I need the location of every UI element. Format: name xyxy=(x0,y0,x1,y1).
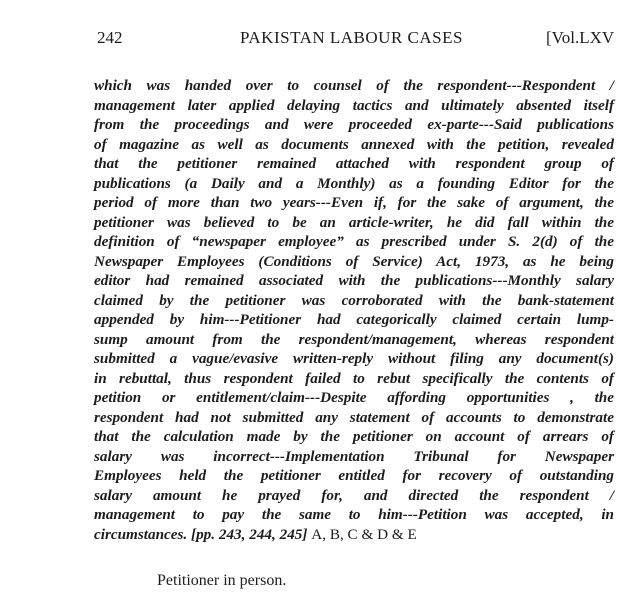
headnote-line: that the petitioner remained attached with respondent group of xyxy=(94,155,614,172)
volume-label: [Vol.LXV xyxy=(546,28,615,47)
headnote-line: management to pay the same to him---Petition was accepted, in xyxy=(94,506,614,523)
headnote-line: which was handed over to counsel of the respondent---Respondent / xyxy=(94,77,614,94)
headnote-line: of magazine as well as documents annexed with the petition, revealed xyxy=(94,135,614,153)
marginal-references: A, B, C & D & E xyxy=(311,525,417,543)
headnote-line: definition of “newspaper employee” as prescribed under S. 2(d) of the xyxy=(94,233,614,250)
headnote-line: period of more than two years---Even if, for the sake of argument, the xyxy=(94,194,614,211)
headnote-last-line xyxy=(94,525,614,545)
headnote-line: editor had remained associated with the publications---Monthly salary xyxy=(94,272,614,289)
headnote-line: Employees held the petitioner entitled for recovery of outstanding xyxy=(94,467,614,484)
headnote-line: in rebuttal, thus respondent failed to rebut specifically the contents of xyxy=(94,369,614,387)
headnote-line: appended by him---Petitioner had categorically claimed certain lump- xyxy=(94,311,614,328)
headnote-line: salary amount he prayed for, and directed the respondent / xyxy=(94,486,614,504)
headnote-line: that the calculation made by the petitioner on account of arrears of xyxy=(94,428,614,445)
page-header xyxy=(0,28,623,52)
appearance-line: Petitioner in person. xyxy=(157,572,287,589)
headnote-line: respondent had not submitted any statement of accounts to demonstrate xyxy=(94,408,614,426)
headnote-line: claimed by the petitioner was corroborated with the bank-statement xyxy=(94,291,614,309)
headnote-line: publications (a Daily and a Monthly) as a founding Editor for the xyxy=(94,174,614,192)
headnote-line: petitioner was believed to be an article-writer, he did fall within the xyxy=(94,213,614,231)
headnote-line: Newspaper Employees (Conditions of Service) Act, 1973, as he being xyxy=(94,252,614,270)
headnote-line: petition or entitlement/claim---Despite affording opportunities , the xyxy=(94,389,614,406)
headnote-line: from the proceedings and were proceeded ex-parte---Said publications xyxy=(94,116,614,133)
running-title: PAKISTAN LABOUR CASES xyxy=(240,28,463,47)
headnote-paragraph xyxy=(94,76,614,544)
headnote-line: salary was incorrect---Implementation Tribunal for Newspaper xyxy=(94,447,614,465)
headnote-line: management later applied delaying tactics and ultimately absented itself xyxy=(94,96,614,114)
headnote-line-text: circumstances. [pp. 243, 244, 245] xyxy=(94,525,308,543)
headnote-line: sump amount from the respondent/management, whereas respondent xyxy=(94,330,614,348)
page-number: 242 xyxy=(97,28,123,47)
headnote-line: submitted a vague/evasive written-reply without filing any document(s) xyxy=(94,350,614,367)
